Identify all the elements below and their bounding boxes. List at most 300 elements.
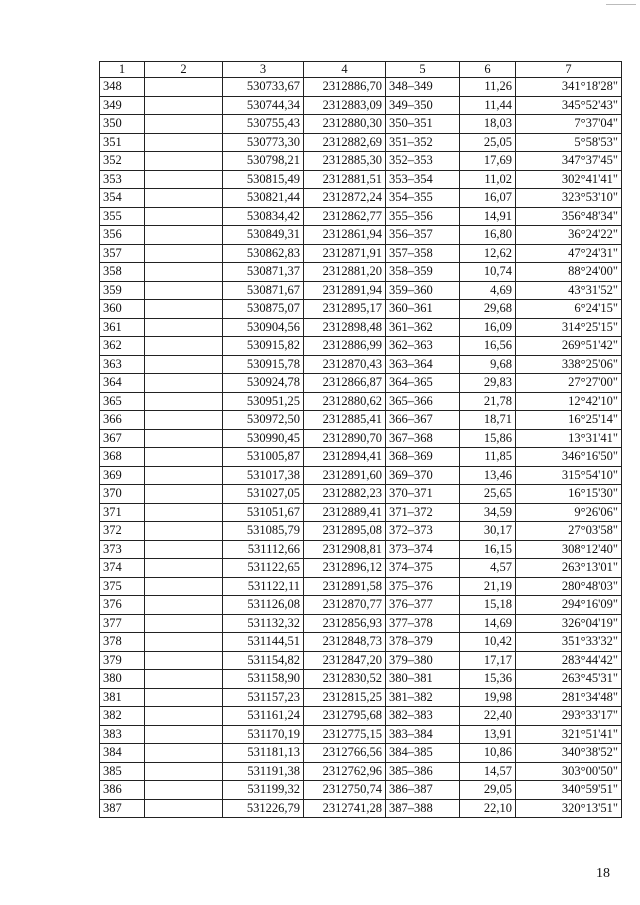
table-cell: 530744,34 [223, 96, 304, 115]
table-cell: 356–357 [386, 226, 460, 245]
table-cell: 2312861,94 [304, 226, 386, 245]
table-cell: 21,78 [460, 392, 516, 411]
table-cell: 355–356 [386, 207, 460, 226]
table-cell: 356°48'34" [516, 207, 622, 226]
table-cell: 378–379 [386, 633, 460, 652]
table-cell: 358 [100, 263, 145, 282]
table-cell: 36°24'22" [516, 226, 622, 245]
column-header-1: 1 [100, 62, 145, 78]
table-cell: 2312795,68 [304, 707, 386, 726]
table-cell: 293°33'17" [516, 707, 622, 726]
table-row [100, 226, 622, 245]
table-cell: 14,69 [460, 614, 516, 633]
table-cell [145, 503, 223, 522]
table-cell [145, 355, 223, 374]
table-cell: 530755,43 [223, 115, 304, 134]
table-cell: 385–386 [386, 762, 460, 781]
table-cell: 353–354 [386, 170, 460, 189]
table-cell: 350 [100, 115, 145, 134]
table-cell: 294°16'09" [516, 596, 622, 615]
table-cell: 530773,30 [223, 133, 304, 152]
table-cell [145, 633, 223, 652]
table-cell: 2312856,93 [304, 614, 386, 633]
table-cell: 364 [100, 374, 145, 393]
table-cell: 2312882,69 [304, 133, 386, 152]
table-cell [145, 170, 223, 189]
table-cell: 2312894,41 [304, 448, 386, 467]
table-cell: 16°15'30" [516, 485, 622, 504]
table-cell: 16,15 [460, 540, 516, 559]
table-cell: 357–358 [386, 244, 460, 263]
table-cell: 2312895,08 [304, 522, 386, 541]
table-cell: 376–377 [386, 596, 460, 615]
table-cell: 531161,24 [223, 707, 304, 726]
table-cell: 368–369 [386, 448, 460, 467]
table-cell: 531191,38 [223, 762, 304, 781]
table-cell [145, 133, 223, 152]
table-cell: 372 [100, 522, 145, 541]
table-cell: 2312866,87 [304, 374, 386, 393]
table-cell: 530915,82 [223, 337, 304, 356]
table-cell: 29,05 [460, 781, 516, 800]
table-cell: 16,07 [460, 189, 516, 208]
table-cell: 2312762,96 [304, 762, 386, 781]
table-row [100, 411, 622, 430]
table-row [100, 485, 622, 504]
table-cell: 2312898,48 [304, 318, 386, 337]
table-cell: 531226,79 [223, 799, 304, 818]
table-row [100, 263, 622, 282]
table-cell [145, 725, 223, 744]
table-cell: 29,83 [460, 374, 516, 393]
table-row [100, 707, 622, 726]
table-cell: 384 [100, 744, 145, 763]
table-cell: 2312886,70 [304, 78, 386, 97]
table-cell: 10,74 [460, 263, 516, 282]
table-cell: 308°12'40" [516, 540, 622, 559]
table-cell: 9,68 [460, 355, 516, 374]
table-cell: 531112,66 [223, 540, 304, 559]
table-cell: 352 [100, 152, 145, 171]
table-cell [145, 300, 223, 319]
table-cell: 11,26 [460, 78, 516, 97]
table-row [100, 799, 622, 818]
table-cell: 371–372 [386, 503, 460, 522]
table-cell: 382 [100, 707, 145, 726]
table-cell: 367–368 [386, 429, 460, 448]
table-cell [145, 577, 223, 596]
table-cell: 27°27'00" [516, 374, 622, 393]
table-cell [145, 614, 223, 633]
table-cell: 375–376 [386, 577, 460, 596]
table-cell: 11,44 [460, 96, 516, 115]
table-cell: 5°58'53" [516, 133, 622, 152]
table-cell: 2312885,30 [304, 152, 386, 171]
table-cell: 16,09 [460, 318, 516, 337]
table-cell: 531126,08 [223, 596, 304, 615]
table-cell: 530924,78 [223, 374, 304, 393]
table-cell: 354–355 [386, 189, 460, 208]
table-cell: 364–365 [386, 374, 460, 393]
table-cell: 531017,38 [223, 466, 304, 485]
table-cell: 366 [100, 411, 145, 430]
table-cell: 4,57 [460, 559, 516, 578]
table-cell: 10,86 [460, 744, 516, 763]
table-cell: 349 [100, 96, 145, 115]
table-row [100, 115, 622, 134]
table-cell: 2312880,30 [304, 115, 386, 134]
table-cell: 280°48'03" [516, 577, 622, 596]
table-cell: 347°37'45" [516, 152, 622, 171]
table-cell: 18,03 [460, 115, 516, 134]
table-cell: 386 [100, 781, 145, 800]
table-cell: 385 [100, 762, 145, 781]
table-cell: 2312847,20 [304, 651, 386, 670]
table-cell [145, 392, 223, 411]
table-cell: 530875,07 [223, 300, 304, 319]
table-cell [145, 244, 223, 263]
table-cell: 2312870,43 [304, 355, 386, 374]
table-cell: 2312885,41 [304, 411, 386, 430]
table-cell [145, 688, 223, 707]
table-cell [145, 152, 223, 171]
table-cell: 321°51'41" [516, 725, 622, 744]
table-cell: 348–349 [386, 78, 460, 97]
table-row [100, 633, 622, 652]
table-row [100, 651, 622, 670]
table-cell: 22,40 [460, 707, 516, 726]
table-cell: 323°53'10" [516, 189, 622, 208]
table-cell: 365–366 [386, 392, 460, 411]
table-cell: 371 [100, 503, 145, 522]
table-cell [145, 226, 223, 245]
table-cell [145, 522, 223, 541]
table-cell: 531157,23 [223, 688, 304, 707]
table-cell: 530904,56 [223, 318, 304, 337]
table-cell: 530871,67 [223, 281, 304, 300]
table-body [100, 78, 622, 818]
table-cell: 359 [100, 281, 145, 300]
table-cell: 22,10 [460, 799, 516, 818]
table-cell: 348 [100, 78, 145, 97]
table-cell: 314°25'15" [516, 318, 622, 337]
table-cell: 14,91 [460, 207, 516, 226]
table-cell: 370 [100, 485, 145, 504]
table-cell [145, 115, 223, 134]
table-cell [145, 744, 223, 763]
table-cell: 380 [100, 670, 145, 689]
table-row [100, 189, 622, 208]
table-cell: 263°45'31" [516, 670, 622, 689]
table-cell: 387–388 [386, 799, 460, 818]
column-header-4: 4 [304, 62, 386, 78]
table-cell [145, 485, 223, 504]
table-cell: 349–350 [386, 96, 460, 115]
table-cell: 531085,79 [223, 522, 304, 541]
table-cell: 2312870,77 [304, 596, 386, 615]
table-cell: 2312886,99 [304, 337, 386, 356]
table-cell: 531122,65 [223, 559, 304, 578]
table-cell: 88°24'00" [516, 263, 622, 282]
table-cell [145, 207, 223, 226]
table-cell: 2312766,56 [304, 744, 386, 763]
table-cell: 2312895,17 [304, 300, 386, 319]
table-row [100, 540, 622, 559]
table-cell [145, 448, 223, 467]
table-cell: 7°37'04" [516, 115, 622, 134]
table-cell: 363 [100, 355, 145, 374]
table-cell: 2312872,24 [304, 189, 386, 208]
column-header-3: 3 [223, 62, 304, 78]
table-row [100, 355, 622, 374]
table-cell: 2312881,20 [304, 263, 386, 282]
table-cell [145, 559, 223, 578]
table-cell: 338°25'06" [516, 355, 622, 374]
table-row [100, 318, 622, 337]
table-cell: 531154,82 [223, 651, 304, 670]
table-cell: 11,02 [460, 170, 516, 189]
table-cell: 375 [100, 577, 145, 596]
table-cell: 374 [100, 559, 145, 578]
table-cell: 2312883,09 [304, 96, 386, 115]
table-cell: 2312862,77 [304, 207, 386, 226]
table-cell: 377–378 [386, 614, 460, 633]
table-row [100, 78, 622, 97]
table-cell: 380–381 [386, 670, 460, 689]
table-row [100, 133, 622, 152]
table-cell: 16°25'14" [516, 411, 622, 430]
table-row [100, 744, 622, 763]
table-cell: 2312908,81 [304, 540, 386, 559]
table-cell: 2312871,91 [304, 244, 386, 263]
table-cell: 382–383 [386, 707, 460, 726]
table-cell: 2312881,51 [304, 170, 386, 189]
table-cell [145, 707, 223, 726]
table-cell: 363–364 [386, 355, 460, 374]
table-cell: 531199,32 [223, 781, 304, 800]
table-cell: 2312815,25 [304, 688, 386, 707]
table-cell: 11,85 [460, 448, 516, 467]
table-cell: 340°38'52" [516, 744, 622, 763]
table-cell: 531158,90 [223, 670, 304, 689]
table-cell: 531122,11 [223, 577, 304, 596]
table-cell [145, 429, 223, 448]
column-header-7: 7 [516, 62, 622, 78]
table-cell: 358–359 [386, 263, 460, 282]
table-cell: 2312775,15 [304, 725, 386, 744]
table-cell: 25,65 [460, 485, 516, 504]
table-cell [145, 318, 223, 337]
table-row [100, 300, 622, 319]
table-cell: 373–374 [386, 540, 460, 559]
table-cell: 366–367 [386, 411, 460, 430]
page-number: 18 [596, 866, 610, 881]
table-cell: 379–380 [386, 651, 460, 670]
table-cell: 362 [100, 337, 145, 356]
table-cell [145, 762, 223, 781]
table-cell [145, 651, 223, 670]
table-cell: 361 [100, 318, 145, 337]
table-row [100, 559, 622, 578]
table-cell: 29,68 [460, 300, 516, 319]
table-cell: 369 [100, 466, 145, 485]
table-row [100, 429, 622, 448]
table-cell: 15,36 [460, 670, 516, 689]
column-header-5: 5 [386, 62, 460, 78]
table-cell: 354 [100, 189, 145, 208]
table-row [100, 244, 622, 263]
table-cell: 281°34'48" [516, 688, 622, 707]
table-cell: 340°59'51" [516, 781, 622, 800]
table-cell: 13,46 [460, 466, 516, 485]
table-cell: 9°26'06" [516, 503, 622, 522]
table-cell: 531132,32 [223, 614, 304, 633]
table-cell: 530834,42 [223, 207, 304, 226]
table-cell: 2312830,52 [304, 670, 386, 689]
table-cell: 376 [100, 596, 145, 615]
table-cell: 2312750,74 [304, 781, 386, 800]
table-cell: 531170,19 [223, 725, 304, 744]
table-header-row [100, 62, 622, 78]
table-cell: 341°18'28" [516, 78, 622, 97]
table-cell: 368 [100, 448, 145, 467]
table-row [100, 392, 622, 411]
table-row [100, 577, 622, 596]
table-row [100, 670, 622, 689]
table-cell: 530990,45 [223, 429, 304, 448]
table-cell: 384–385 [386, 744, 460, 763]
table-cell: 27°03'58" [516, 522, 622, 541]
table-cell: 34,59 [460, 503, 516, 522]
table-cell [145, 337, 223, 356]
table-row [100, 596, 622, 615]
table-cell [145, 670, 223, 689]
table-cell: 351 [100, 133, 145, 152]
table-cell: 378 [100, 633, 145, 652]
table-row [100, 207, 622, 226]
table-cell: 17,69 [460, 152, 516, 171]
coordinates-table [99, 61, 622, 818]
table-cell: 530821,44 [223, 189, 304, 208]
table-row [100, 614, 622, 633]
table-cell: 2312848,73 [304, 633, 386, 652]
table-cell: 320°13'51" [516, 799, 622, 818]
table-cell: 19,98 [460, 688, 516, 707]
table-row [100, 522, 622, 541]
table-cell: 379 [100, 651, 145, 670]
table-cell: 16,56 [460, 337, 516, 356]
table-cell: 13,91 [460, 725, 516, 744]
column-header-6: 6 [460, 62, 516, 78]
table-cell [145, 374, 223, 393]
table-row [100, 337, 622, 356]
table-row [100, 503, 622, 522]
table-cell [145, 96, 223, 115]
table-cell: 383–384 [386, 725, 460, 744]
table-cell: 18,71 [460, 411, 516, 430]
table-cell [145, 799, 223, 818]
table-cell: 362–363 [386, 337, 460, 356]
table-cell [145, 411, 223, 430]
table-cell: 351°33'32" [516, 633, 622, 652]
table-cell: 381–382 [386, 688, 460, 707]
table-cell: 374–375 [386, 559, 460, 578]
table-cell: 361–362 [386, 318, 460, 337]
table-cell: 315°54'10" [516, 466, 622, 485]
table-cell: 12°42'10" [516, 392, 622, 411]
table-cell: 4,69 [460, 281, 516, 300]
table-cell: 303°00'50" [516, 762, 622, 781]
table-cell: 530849,31 [223, 226, 304, 245]
table-cell: 2312891,94 [304, 281, 386, 300]
table-cell: 346°16'50" [516, 448, 622, 467]
table-cell [145, 781, 223, 800]
table-cell: 15,86 [460, 429, 516, 448]
table-cell: 370–371 [386, 485, 460, 504]
table-cell: 6°24'15" [516, 300, 622, 319]
table-cell: 367 [100, 429, 145, 448]
table-cell: 530972,50 [223, 411, 304, 430]
table-cell: 302°41'41" [516, 170, 622, 189]
table-cell [145, 540, 223, 559]
column-header-2: 2 [145, 62, 223, 78]
table-row [100, 281, 622, 300]
table-cell: 12,62 [460, 244, 516, 263]
table-cell: 531027,05 [223, 485, 304, 504]
table-cell [145, 466, 223, 485]
table-cell: 530871,37 [223, 263, 304, 282]
table-cell: 13°31'41" [516, 429, 622, 448]
table-cell: 350–351 [386, 115, 460, 134]
table-cell: 530733,67 [223, 78, 304, 97]
table-cell [145, 78, 223, 97]
table-cell: 360 [100, 300, 145, 319]
table-cell: 386–387 [386, 781, 460, 800]
table-cell: 2312890,70 [304, 429, 386, 448]
table-row [100, 781, 622, 800]
table-row [100, 374, 622, 393]
table-cell: 373 [100, 540, 145, 559]
table-cell: 357 [100, 244, 145, 263]
table-cell: 21,19 [460, 577, 516, 596]
table-cell: 2312741,28 [304, 799, 386, 818]
table-row [100, 170, 622, 189]
table-cell: 359–360 [386, 281, 460, 300]
table-cell: 269°51'42" [516, 337, 622, 356]
table-cell: 530815,49 [223, 170, 304, 189]
table-cell: 2312882,23 [304, 485, 386, 504]
table-cell: 369–370 [386, 466, 460, 485]
table-cell: 2312891,60 [304, 466, 386, 485]
table-cell [145, 596, 223, 615]
table-cell: 530915,78 [223, 355, 304, 374]
table-row [100, 762, 622, 781]
table-cell: 10,42 [460, 633, 516, 652]
table-cell: 25,05 [460, 133, 516, 152]
table-row [100, 448, 622, 467]
table-cell: 43°31'52" [516, 281, 622, 300]
table-cell: 353 [100, 170, 145, 189]
table-cell: 47°24'31" [516, 244, 622, 263]
table-cell: 365 [100, 392, 145, 411]
table-cell: 283°44'42" [516, 651, 622, 670]
table-cell: 16,80 [460, 226, 516, 245]
table-cell: 351–352 [386, 133, 460, 152]
table-cell: 2312889,41 [304, 503, 386, 522]
table-cell [145, 263, 223, 282]
table-cell: 30,17 [460, 522, 516, 541]
table-cell: 2312880,62 [304, 392, 386, 411]
